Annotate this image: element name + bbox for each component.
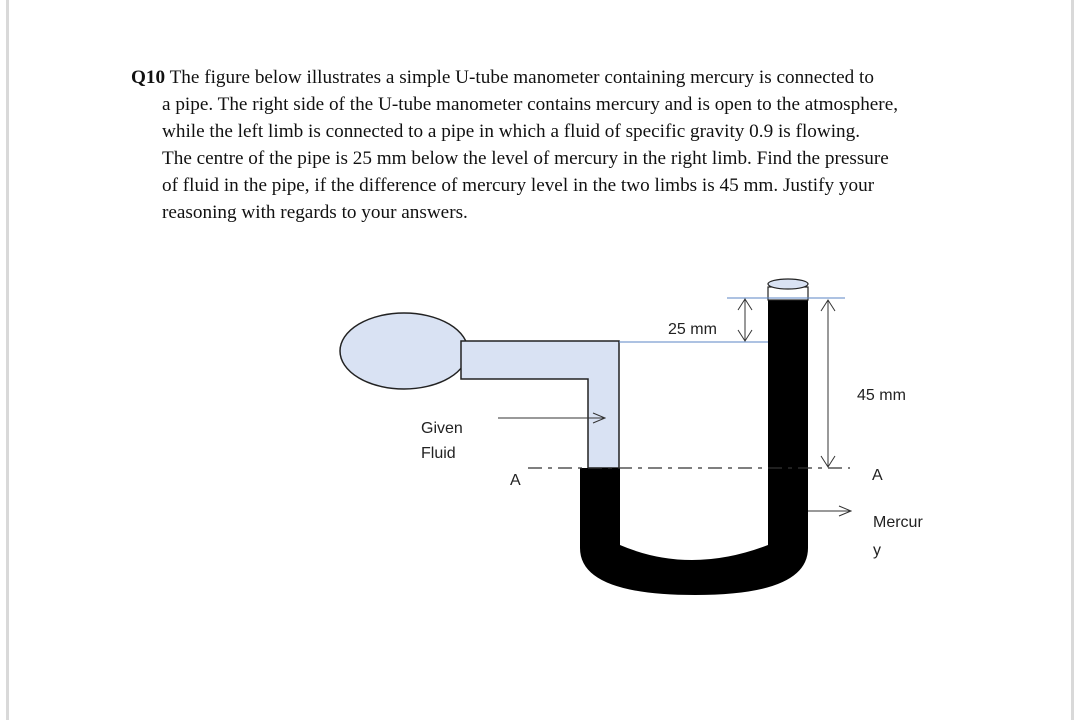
label-25mm: 25 mm <box>668 321 717 338</box>
question-line-3: while the left limb is connected to a pipe in which a fluid of specific gravity 0.9 is flowing. <box>162 121 861 142</box>
label-fluid: Fluid <box>421 445 456 462</box>
question-line-1: Q10 The figure below illustrates a simple U-tube manometer containing mercury is connected to <box>131 67 874 88</box>
right-limb-opening <box>768 279 808 289</box>
label-mercury: Mercur <box>873 514 923 531</box>
question-number: Q10 <box>131 67 166 88</box>
fluid-pipe <box>461 341 619 468</box>
label-45mm: 45 mm <box>857 387 906 404</box>
question-line-5: of fluid in the pipe, if the difference of mercury level in the two limbs is 45 mm. Justify your <box>162 175 875 196</box>
label-mercury-y: y <box>873 542 881 559</box>
question-line-6: reasoning with regards to your answers. <box>162 202 468 223</box>
label-a-left: A <box>510 472 521 489</box>
question-line-2: a pipe. The right side of the U-tube manometer contains mercury and is open to the atmosphere, <box>162 94 899 115</box>
question-line-4: The centre of the pipe is 25 mm below the level of mercury in the right limb. Find the pressure <box>162 148 889 169</box>
pipe-bulb <box>340 313 468 389</box>
label-a-right: A <box>872 467 883 484</box>
label-given: Given <box>421 420 463 437</box>
